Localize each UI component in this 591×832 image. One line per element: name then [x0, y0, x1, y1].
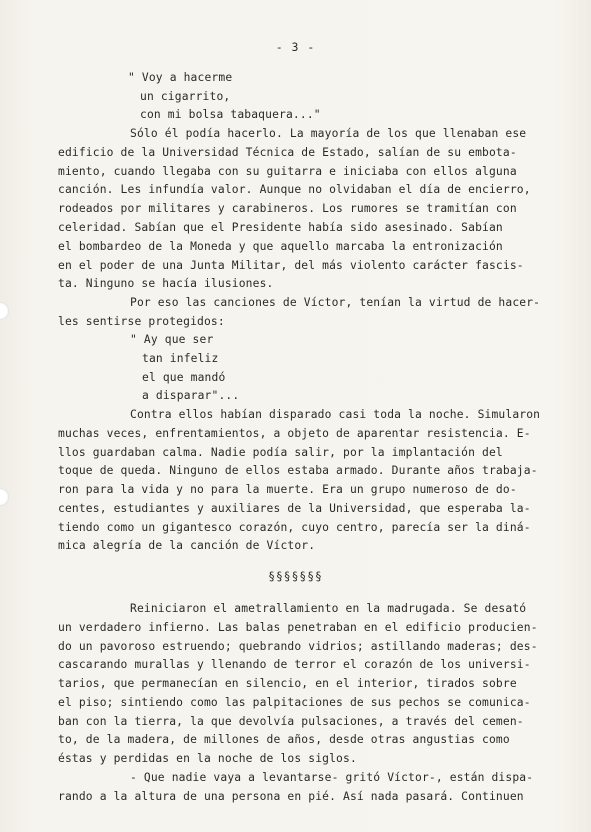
poem2-line: a disparar"... — [142, 389, 240, 402]
paragraph2-line: tiendo como un gigantesco corazón, cuyo centro, parecía ser la diná- — [58, 521, 531, 534]
paragraph2-line: muchas veces, enfrentamientos, a objeto de aparentar resistencia. E- — [58, 427, 531, 440]
poem2-line: el que mandó — [142, 371, 226, 384]
paragraph3-line: ban con la tierra, la que devolvía pulsaciones, a través del cemen- — [58, 715, 524, 728]
poem2-line: " Ay que ser — [130, 333, 214, 346]
paragraph3-line: éstas y perdidas en la noche de los siglos. — [58, 752, 357, 765]
paragraph1-line: edificio de la Universidad Técnica de Estado, salían de su embota- — [58, 146, 517, 159]
paragraph1-line: miento, cuando llegaba con su guitarra e iniciaba con ellos alguna — [58, 165, 517, 178]
paragraph3-line: to, de la madera, de millones de años, desde otras angustias como — [58, 733, 510, 746]
paragraph1-line: celeridad. Sabían que el Presidente había sido asesinado. Sabían — [58, 221, 503, 234]
paragraph2-line: llos guardaban calma. Nadie podía salir, por la implantación del — [58, 446, 503, 459]
poem2-line: tan infeliz — [142, 352, 219, 365]
page-number: - 3 - — [275, 40, 316, 54]
paragraph3-line: do un pavoroso estruendo; quebrando vidrios; astillando maderas; des- — [58, 640, 538, 653]
paragraph4-line: - Que nadie vaya a levantarse- gritó Víctor-, están dispa- — [130, 771, 534, 784]
paragraph1-line: rodeados por militares y carabineros. Los rumores se tramitían con — [58, 202, 517, 215]
paragraph4-line: rando a la altura de una persona en pié. Así nada pasará. Continuen — [58, 790, 524, 803]
paragraph1-line: el bombardeo de la Moneda y que aquello marcaba la entronización — [58, 240, 503, 253]
section-separator: §§§§§§§ — [268, 570, 323, 583]
paragraph2-line: Contra ellos habían disparado casi toda la noche. Simularon — [130, 408, 541, 421]
paragraph2-line: toque de queda. Ninguno de ellos estaba armado. Durante años trabaja- — [58, 464, 538, 477]
poem1-line: " Voy a hacerme — [128, 71, 233, 84]
paragraph3-line: cascarando murallas y llenando de terror el corazón de los universi- — [58, 658, 531, 671]
paragraph3-line: el piso; sintiendo como las palpitaciones de sus pechos se comunica- — [58, 696, 531, 709]
paragraph1-line: Sólo él podía hacerlo. La mayoría de los que llenaban ese — [130, 127, 527, 140]
paragraph2-line: centes, estudiantes y auxiliares de la Universidad, que esperaba la- — [58, 502, 531, 515]
paragraph1-line: en el poder de una Junta Militar, del más violento carácter fascis- — [58, 259, 524, 272]
poem1-line: con mi bolsa tabaquera..." — [140, 108, 321, 121]
paragraph1-line: Por eso las canciones de Víctor, tenían la virtud de hacer- — [130, 296, 541, 309]
paragraph1-line: ta. Ninguno se hacía ilusiones. — [58, 277, 274, 290]
paragraph3-line: tarios, que permanecían en silencio, en el interior, tirados sobre — [58, 677, 517, 690]
paragraph3-line: Reiniciaron el ametrallamiento en la madrugada. Se desató — [130, 602, 527, 615]
paragraph2-line: mica alegría de la canción de Víctor. — [58, 539, 316, 552]
paragraph3-line: un verdadero infierno. Las balas penetraban en el edificio producien- — [58, 621, 538, 634]
paragraph2-line: ron para la vida y no para la muerte. Era un grupo numeroso de do- — [58, 483, 517, 496]
paragraph1-line: les sentirse protegidos: — [58, 315, 225, 328]
poem1-line: un cigarrito, — [140, 90, 231, 103]
paragraph1-line: canción. Les infundía valor. Aunque no olvidaban el día de encierro, — [58, 183, 531, 196]
